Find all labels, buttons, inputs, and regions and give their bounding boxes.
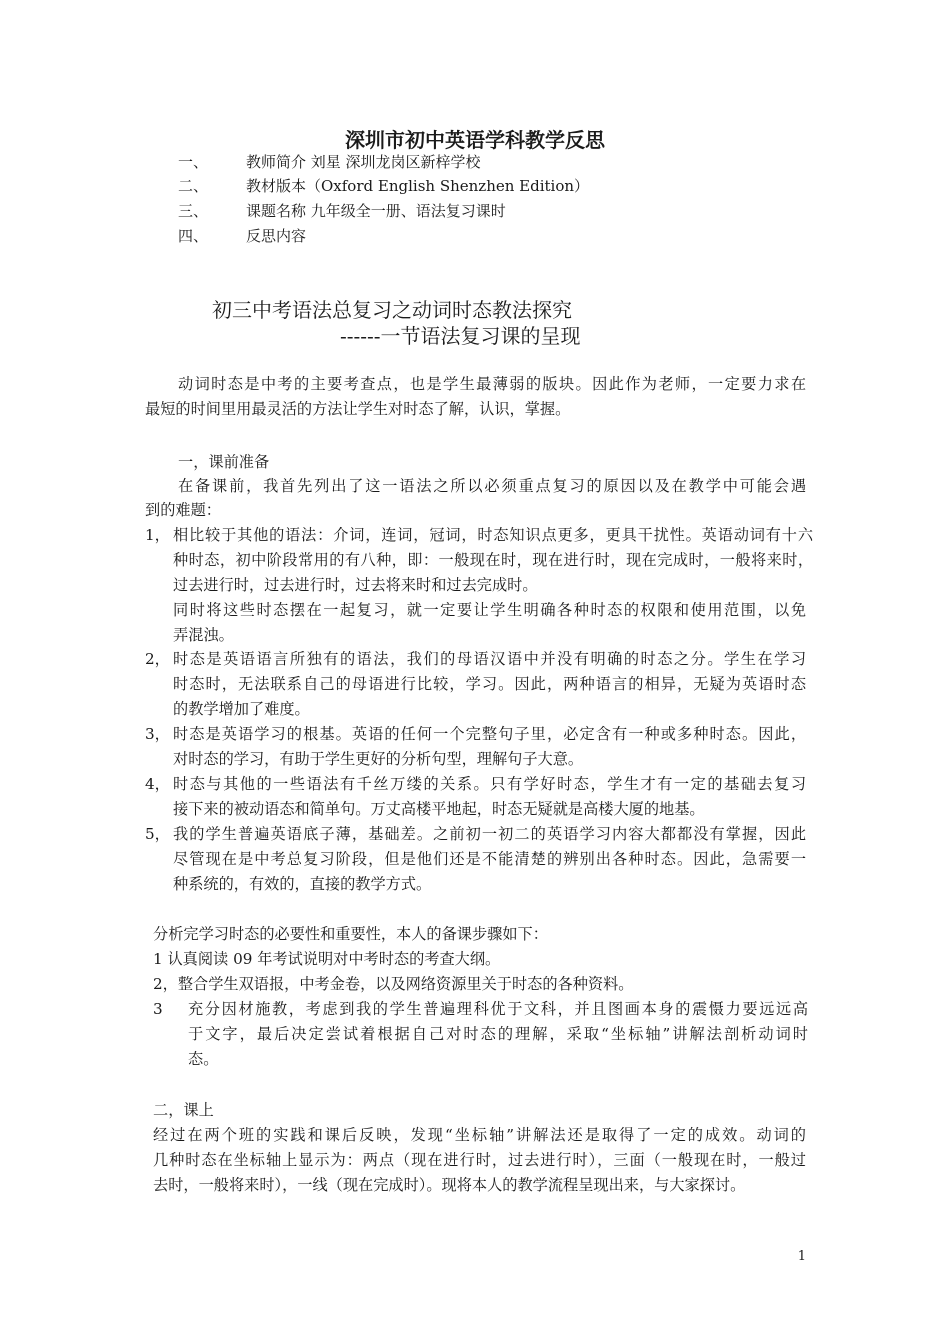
info-text: 课题名称 九年级全一册、语法复习课时 bbox=[246, 202, 506, 220]
steps-intro: 分析完学习时态的必要性和重要性，本人的备课步骤如下： bbox=[153, 925, 548, 943]
info-number: 三、 bbox=[178, 202, 209, 220]
list-item-line: 时态是英语学习的根基。英语的任何一个完整句子里，必定含有一种或多种时态。因此， bbox=[173, 725, 806, 743]
list-item-line: 我的学生普遍英语底子薄，基础差。之前初一初二的英语学习内容大都都没有掌握，因此 bbox=[173, 825, 806, 843]
document-title: 深圳市初中英语学科教学反思 bbox=[345, 128, 605, 152]
info-row-textbook bbox=[178, 174, 589, 198]
list-item-line: 尽管现在是中考总复习阶段，但是他们还是不能清楚的辨别出各种时态。因此，急需要一 bbox=[173, 850, 806, 868]
list-item-line: 时态与其他的一些语法有千丝万缕的关系。只有学好时态，学生才有一定的基础去复习 bbox=[173, 775, 806, 793]
section-body-line: 经过在两个班的实践和课后反映，发现“坐标轴”讲解法还是取得了一定的成效。动词的 bbox=[153, 1126, 806, 1144]
list-item-line: 接下来的被动语态和简单句。万丈高楼平地起，时态无疑就是高楼大厦的地基。 bbox=[173, 800, 705, 818]
list-item-line: 时态是英语语言所独有的语法，我们的母语汉语中并没有明确的时态之分。学生在学习 bbox=[173, 650, 806, 668]
list-item-line: 种时态，初中阶段常用的有八种，即：一般现在时，现在进行时，现在完成时，一般将来时， bbox=[173, 551, 813, 569]
info-row-reflection bbox=[178, 224, 306, 248]
section-intro-line: 到的难题： bbox=[145, 501, 221, 519]
section-body-line: 去时，一般将来时），一线（现在完成时）。现将本人的教学流程呈现出来，与大家探讨。 bbox=[153, 1176, 746, 1194]
intro-line: 动词时态是中考的主要考查点，也是学生最薄弱的版块。因此作为老师，一定要力求在 bbox=[178, 375, 806, 393]
list-item-line: 过去进行时，过去进行时，过去将来时和过去完成时。 bbox=[173, 576, 538, 594]
section-heading: 二，课上 bbox=[153, 1101, 214, 1119]
list-item-line: 弄混浊。 bbox=[173, 626, 234, 644]
page-number: 1 bbox=[797, 1249, 806, 1264]
info-row-topic bbox=[178, 199, 506, 223]
list-item-line: 种系统的，有效的，直接的教学方式。 bbox=[173, 875, 432, 893]
list-item-line: 的教学增加了难度。 bbox=[173, 700, 310, 718]
list-number: 4， bbox=[145, 775, 170, 793]
step-number: 3 bbox=[153, 1000, 163, 1018]
step-item: 2，整合学生双语报，中考金卷，以及网络资源里关于时态的各种资料。 bbox=[153, 975, 634, 993]
section-body-line: 几种时态在坐标轴上显示为：两点（现在进行时，过去进行时），三面（一般现在时，一般过 bbox=[153, 1151, 806, 1169]
step-item-line: 充分因材施教，考虑到我的学生普遍理科优于文科，并且图画本身的震慑力要远远高 bbox=[188, 1000, 808, 1018]
info-row-teacher bbox=[178, 150, 481, 174]
list-item-line: 对时态的学习，有助于学生更好的分析句型，理解句子大意。 bbox=[173, 750, 584, 768]
section-heading: 一，课前准备 bbox=[178, 453, 270, 471]
list-number: 5， bbox=[145, 825, 170, 843]
step-item: 1 认真阅读 09 年考试说明对中考时态的考查大纲。 bbox=[153, 950, 501, 968]
info-text: 教材版本（Oxford English Shenzhen Edition） bbox=[246, 177, 590, 195]
list-item-line: 相比较于其他的语法：介词，连词，冠词，时态知识点更多，更具干扰性。英语动词有十六 bbox=[173, 526, 813, 544]
info-number: 二、 bbox=[178, 177, 209, 195]
list-item-line: 同时将这些时态摆在一起复习，就一定要让学生明确各种时态的权限和使用范围，以免 bbox=[173, 601, 806, 619]
step-item-line: 于文字，最后决定尝试着根据自己对时态的理解，采取“坐标轴”讲解法剖析动词时 bbox=[188, 1025, 808, 1043]
article-subtitle: ------一节语法复习课的呈现 bbox=[340, 324, 581, 348]
section-intro-line: 在备课前，我首先列出了这一语法之所以必须重点复习的原因以及在教学中可能会遇 bbox=[178, 477, 806, 495]
intro-line: 最短的时间里用最灵活的方法让学生对时态了解，认识，掌握。 bbox=[145, 400, 571, 418]
list-item-line: 时态时，无法联系自己的母语进行比较，学习。因此，两种语言的相异，无疑为英语时态 bbox=[173, 675, 806, 693]
list-number: 3， bbox=[145, 725, 170, 743]
info-number: 一、 bbox=[178, 153, 209, 171]
list-number: 1， bbox=[145, 526, 170, 544]
info-text: 教师简介 刘星 深圳龙岗区新梓学校 bbox=[246, 153, 481, 171]
article-title: 初三中考语法总复习之动词时态教法探究 bbox=[212, 298, 572, 322]
info-text: 反思内容 bbox=[246, 227, 307, 245]
step-item-line: 态。 bbox=[188, 1050, 219, 1068]
list-number: 2， bbox=[145, 650, 170, 668]
info-number: 四、 bbox=[178, 227, 209, 245]
